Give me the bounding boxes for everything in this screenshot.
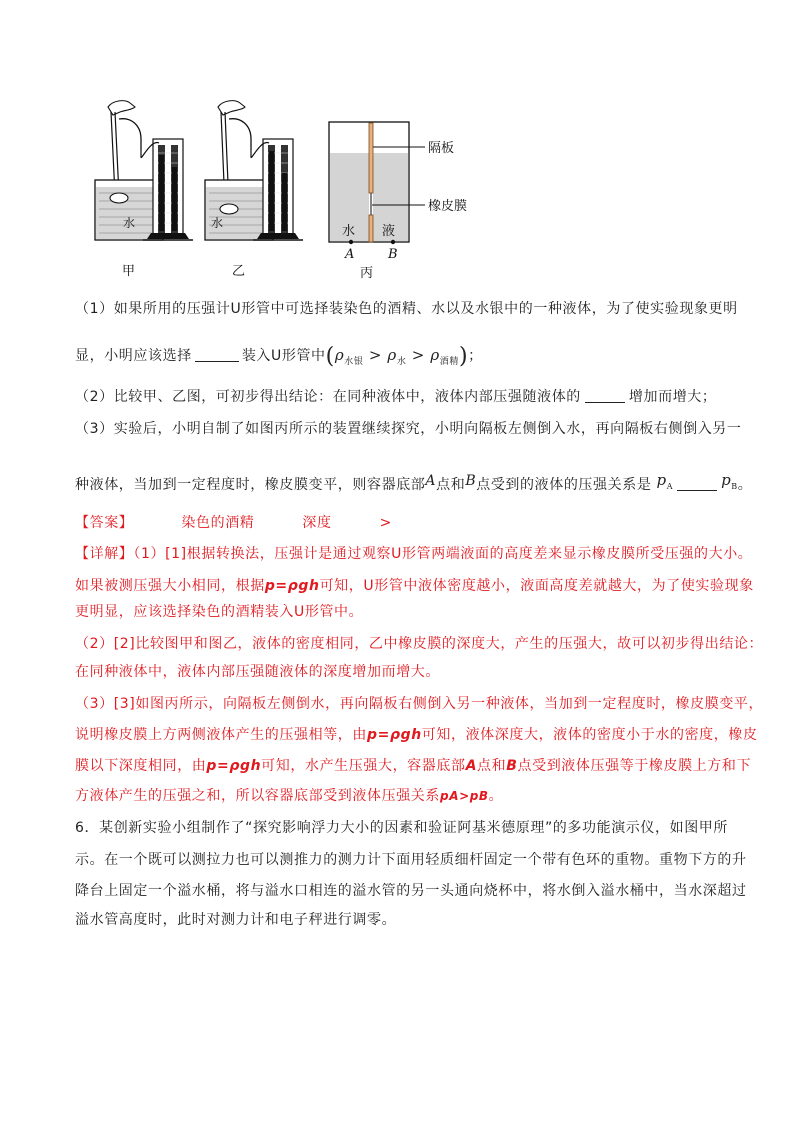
rho1-subscript: 水银 xyxy=(344,357,364,367)
detail-l8a: 膜以下深度相同，由 xyxy=(75,758,207,774)
detail-line4: （2）[2]比较图甲和图乙，液体的密度相同，乙中橡皮膜的深度大，产生的压强大，故可以初步得出结论： xyxy=(75,636,764,652)
q6-line2: 示。在一个既可以测拉力也可以测推力的测力计下面用轻质细杆固定一个带有色环的重物。重物下方的升 xyxy=(75,852,747,868)
answer-1: 染色的酒精 xyxy=(181,515,255,531)
q1-line2-text-a: 显，小明应该选择 xyxy=(75,348,192,364)
figure-bing xyxy=(329,122,467,281)
water-label-yi: 水 xyxy=(211,216,224,230)
detail-line8 xyxy=(75,756,751,776)
detail-line3: 更明显，应该选择染色的酒精装入U形管中。 xyxy=(75,604,364,620)
q3-point-a: A xyxy=(425,473,437,489)
experiment-figures xyxy=(75,95,475,285)
rho2-subscript: 水 xyxy=(396,357,407,367)
pa-symbol: $p_A$ xyxy=(656,471,674,491)
answer-label: 【答案】 xyxy=(75,515,134,531)
q3-line2 xyxy=(75,470,752,497)
detail-line1 xyxy=(75,544,752,564)
detail-line9 xyxy=(75,786,503,806)
formula-1: p=ρgh xyxy=(264,578,320,594)
q3-text-b: 点和 xyxy=(436,477,466,493)
q6-line4: 溢水管高度时，此时对测力计和电子秤进行调零。 xyxy=(75,912,397,928)
q2-text-a: （2）比较甲、乙图，可初步得出结论：在同种液体中，液体内部压强随液体的 xyxy=(75,389,581,405)
q2-blank xyxy=(585,388,625,403)
detail-line6: （3）[3]如图丙所示，向隔板左侧倒水，再向隔板右侧倒入另一种液体，当加到一定程度时，橡皮膜变平， xyxy=(75,696,764,712)
detail-line2 xyxy=(75,576,754,596)
q1-line2-end: ； xyxy=(468,348,483,364)
figure-label-jia: 甲 xyxy=(122,264,136,279)
detail-point-a: A xyxy=(465,758,478,774)
point-b-label: B xyxy=(388,247,398,262)
pressure-relation: pA>pB xyxy=(440,789,489,803)
detail-l7b: 可知，液体深度大，液体的密度小于水的密度，橡皮 xyxy=(421,727,758,743)
detail-l9a: 方液体产生的压强之和，所以容器底部受到液体压强关系 xyxy=(75,788,440,804)
q2-line xyxy=(75,387,717,407)
figure-jia xyxy=(95,101,193,279)
q1-blank xyxy=(195,347,239,362)
detail-l8d: 点受到液体压强等于橡皮膜上方和下 xyxy=(517,758,752,774)
figure-label-bing: 丙 xyxy=(360,266,374,281)
q6-line3: 降台上固定一个溢水桶，将与溢水口相连的溢水管的另一头通向烧杯中，将水倒入溢水桶中，当水深超过 xyxy=(75,883,747,899)
detail-l7a: 说明橡皮膜上方两侧液体产生的压强相等，由 xyxy=(75,727,367,743)
pb-symbol: $p_B$ xyxy=(721,471,738,491)
partition-callout: 隔板 xyxy=(428,141,455,156)
detail-line7 xyxy=(75,725,758,745)
detail-l8b: 可知，水产生压强大，容器底部 xyxy=(261,758,466,774)
q6-line1: 6．某创新实验小组制作了“探究影响浮力大小的因素和验证阿基米德原理”的多功能演示仪，如图甲所 xyxy=(75,820,729,836)
q1-line1: （1）如果所用的压强计U形管中可选择装染色的酒精、水以及水银中的一种液体，为了使实验现象更明 xyxy=(75,301,738,317)
q1-line2 xyxy=(75,345,483,372)
membrane-callout: 橡皮膜 xyxy=(428,199,468,214)
water-label-jia: 水 xyxy=(123,216,136,230)
formula-3: p=ρgh xyxy=(206,758,262,774)
detail-label: 【详解】 xyxy=(75,546,134,562)
detail-l2b: 可知，U形管中液体密度越小，液面高度差就越大，为了使实验现象 xyxy=(319,578,754,594)
rho3-subscript: 酒精 xyxy=(439,357,459,367)
figure-label-yi: 乙 xyxy=(232,264,246,279)
formula-2: p=ρgh xyxy=(367,727,422,743)
q3-text-a: 种液体，当加到一定程度时，橡皮膜变平，则容器底部 xyxy=(75,477,426,493)
answer-line xyxy=(75,513,392,533)
water-label-bing: 水 xyxy=(342,224,356,239)
q3-line2-end: 。 xyxy=(737,477,753,493)
density-relation: $(\rho_{水银} > \rho_水 > \rho_{酒精})$ xyxy=(325,344,469,369)
detail-point-b: B xyxy=(506,758,518,774)
q2-text-b: 增加而增大； xyxy=(628,389,717,405)
answer-3: > xyxy=(379,515,392,531)
point-a-label: A xyxy=(345,247,355,262)
q1-line2-text-b: 装入U形管中 xyxy=(241,348,326,364)
q3-blank xyxy=(677,476,717,491)
detail-l2a: 如果被测压强大小相同，根据 xyxy=(75,578,265,594)
q3-line1: （3）实验后，小明自制了如图丙所示的装置继续探究，小明向隔板左侧倒入水，再向隔板右侧倒入另一 xyxy=(75,421,742,437)
q3-point-b: B xyxy=(465,473,477,489)
figure-yi xyxy=(205,101,303,279)
q3-text-c: 点受到的液体的压强关系是 xyxy=(476,477,652,493)
detail-line5: 在同种液体中，液体内部压强随液体的深度增加而增大。 xyxy=(75,664,440,680)
detail-l9-end: 。 xyxy=(488,788,504,804)
detail-l1-text: （1）[1]根据转换法，压强计是通过观察U形管两端液面的高度差来显示橡皮膜所受压强的大小。 xyxy=(133,546,753,562)
detail-l8c: 点和 xyxy=(477,758,507,774)
answer-2: 深度 xyxy=(302,515,332,531)
liquid-label-bing: 液 xyxy=(382,224,396,239)
